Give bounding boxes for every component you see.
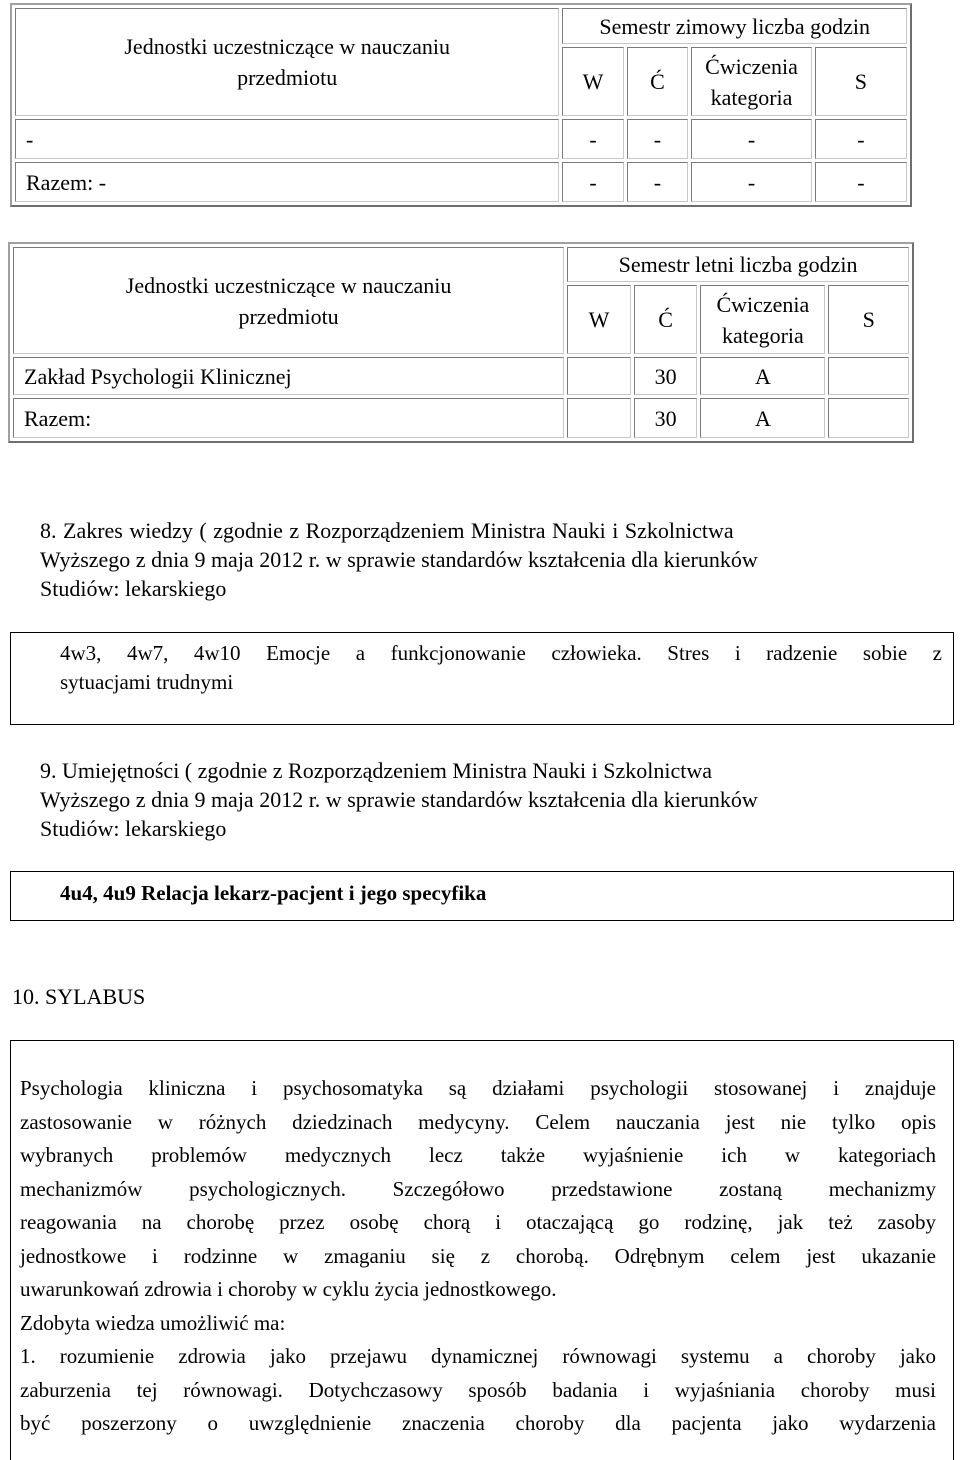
syllabus-line: jednostkowe i rodzinne w zmaganiu się z chorobą. Odrębnym celem jest ukazanie bbox=[20, 1243, 936, 1268]
section-9-box-line1: 4u4, 4u9 Relacja lekarz-pacjent i jego specyfika bbox=[60, 881, 487, 905]
w-cell bbox=[567, 398, 631, 438]
section-9-box bbox=[10, 871, 954, 921]
syllabus-line: zastosowanie w różnych dziedzinach medycyny. Celem nauczania jest nie tylko opis bbox=[20, 1109, 936, 1134]
syllabus-line: wybranych problemów medycznych lecz także wyjaśnienie ich w kategoriach bbox=[20, 1143, 936, 1167]
col-s-header: S bbox=[815, 47, 907, 116]
col-w-header: W bbox=[562, 47, 623, 116]
col-c-header: Ć bbox=[634, 285, 698, 354]
section-8-box bbox=[10, 632, 954, 725]
table-row bbox=[15, 162, 907, 202]
c-cell: 30 bbox=[634, 398, 698, 438]
section-8-heading bbox=[40, 516, 920, 603]
syllabus-line: Zdobyta wiedza umożliwić ma: bbox=[20, 1310, 286, 1335]
syllabus-line: mechanizmów psychologicznych. Szczegółowo przedstawione zostaną mechanizmy bbox=[20, 1176, 936, 1201]
syllabus-line: reagowania na chorobę przez osobę chorą i otaczającą go rodzinę, jak też zasoby bbox=[20, 1210, 936, 1234]
cw-cell: - bbox=[691, 119, 812, 159]
syllabus-line: Psychologia kliniczna i psychosomatyka są działami psychologii stosowanej i znajduje bbox=[20, 1076, 936, 1100]
units-header: Jednostki uczestniczące w nauczaniu przedmiotu bbox=[15, 8, 559, 116]
cw-cell: - bbox=[691, 162, 812, 202]
semester-header: Semestr zimowy liczba godzin bbox=[562, 8, 907, 44]
section-8-line1: 8. Zakres wiedzy ( zgodnie z Rozporządzeniem Ministra Nauki i Szkolnictwa bbox=[40, 518, 734, 543]
syllabus-line: zaburzenia tej równowagi. Dotychczasowy sposób badania i wyjaśniania choroby musi bbox=[20, 1377, 936, 1402]
unit-cell: Zakład Psychologii Klinicznej bbox=[13, 357, 564, 395]
semester-header: Semestr letni liczba godzin bbox=[567, 247, 909, 282]
unit-cell: - bbox=[15, 119, 559, 159]
w-cell: - bbox=[562, 119, 623, 159]
section-9-line3: Studiów: lekarskiego bbox=[40, 816, 227, 841]
cw-cell: A bbox=[700, 357, 825, 395]
c-cell: - bbox=[627, 162, 688, 202]
s-cell bbox=[828, 357, 909, 395]
syllabus-text bbox=[20, 1072, 936, 1441]
section-8-line2: Wyższego z dnia 9 maja 2012 r. w sprawie standardów kształcenia dla kierunków bbox=[40, 547, 758, 572]
section-9-line2: Wyższego z dnia 9 maja 2012 r. w sprawie standardów kształcenia dla kierunków bbox=[40, 787, 758, 812]
w-cell: - bbox=[562, 162, 623, 202]
table-row bbox=[15, 119, 907, 159]
s-cell bbox=[828, 398, 909, 438]
syllabus-box bbox=[10, 1040, 954, 1460]
syllabus-line: być poszerzony o uwzględnienie znaczenia choroby dla pacjenta jako wydarzenia bbox=[20, 1411, 936, 1435]
col-s-header: S bbox=[828, 285, 909, 354]
c-cell: - bbox=[627, 119, 688, 159]
total-cell: Razem: bbox=[13, 398, 564, 438]
table-row bbox=[13, 357, 909, 395]
section-8-line3: Studiów: lekarskiego bbox=[40, 576, 227, 601]
table-row bbox=[13, 398, 909, 438]
w-cell bbox=[567, 357, 631, 395]
syllabus-line: 1. rozumienie zdrowia jako przejawu dynamicznej równowagi systemu a choroby jako bbox=[20, 1344, 936, 1368]
col-cwiczenia-header: Ćwiczenia kategoria bbox=[700, 285, 825, 354]
col-cwiczenia-header: Ćwiczenia kategoria bbox=[691, 47, 812, 116]
syllabus-line: uwarunkowań zdrowia i choroby w cyklu życia jednostkowego. bbox=[20, 1277, 557, 1301]
section-8-box-line2: sytuacjami trudnymi bbox=[60, 670, 234, 694]
total-cell: Razem: - bbox=[15, 162, 559, 202]
c-cell: 30 bbox=[634, 357, 698, 395]
winter-hours-table bbox=[10, 3, 912, 207]
section-10-title: 10. SYLABUS bbox=[12, 984, 146, 1009]
section-8-box-line1: 4w3, 4w7, 4w10 Emocje a funkcjonowanie człowieka. Stres i radzenie sobie z bbox=[60, 641, 942, 665]
summer-hours-table bbox=[8, 242, 914, 443]
section-9-line1: 9. Umiejętności ( zgodnie z Rozporządzeniem Ministra Nauki i Szkolnictwa bbox=[40, 758, 713, 783]
section-9-heading bbox=[40, 756, 920, 843]
col-c-header: Ć bbox=[627, 47, 688, 116]
s-cell: - bbox=[815, 162, 907, 202]
cw-cell: A bbox=[700, 398, 825, 438]
col-w-header: W bbox=[567, 285, 631, 354]
units-header: Jednostki uczestniczące w nauczaniu przedmiotu bbox=[13, 247, 564, 354]
s-cell: - bbox=[815, 119, 907, 159]
